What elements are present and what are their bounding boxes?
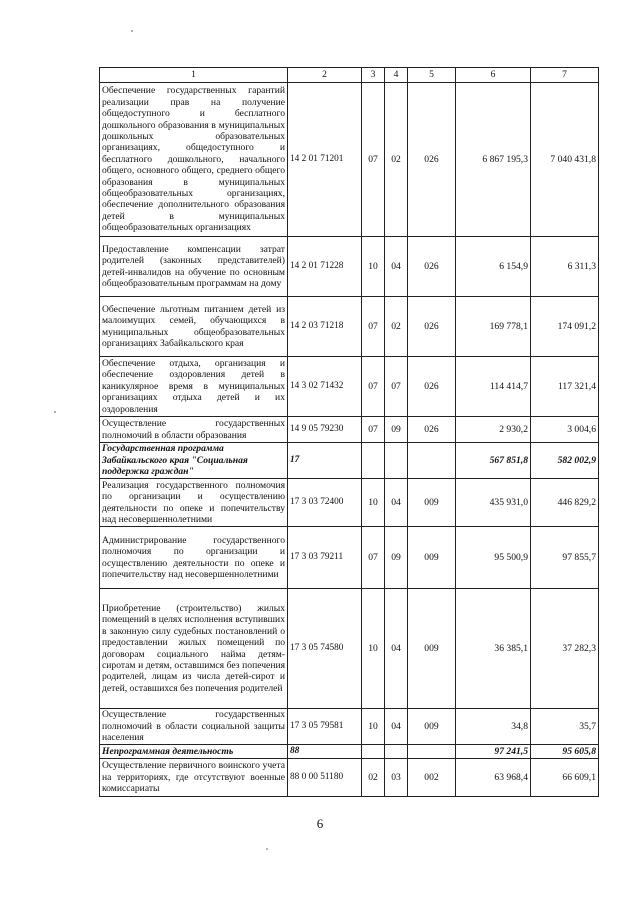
row-amount-1-cell: 34,8 — [456, 709, 531, 745]
row-amount-1-cell: 63 968,4 — [456, 759, 531, 797]
row-expense-type-cell: 026 — [408, 357, 456, 417]
row-subsection-cell: 02 — [385, 297, 408, 357]
row-code-cell: 88 — [288, 745, 362, 759]
row-code-cell: 88 0 00 51180 — [288, 759, 362, 797]
row-section-cell — [362, 443, 385, 479]
table-row — [100, 83, 599, 237]
row-section-cell: 07 — [362, 527, 385, 589]
scan-speck — [131, 30, 133, 32]
table-row — [100, 357, 599, 417]
table-row — [100, 589, 599, 709]
row-expense-type-cell — [408, 443, 456, 479]
row-subsection-cell: 09 — [385, 417, 408, 443]
column-header: 1 — [100, 68, 288, 83]
row-section-cell: 02 — [362, 759, 385, 797]
row-amount-1-cell: 6 867 195,3 — [456, 83, 531, 237]
row-code-cell: 14 2 01 71201 — [288, 83, 362, 237]
table-row — [100, 417, 599, 443]
row-amount-1-cell: 36 385,1 — [456, 589, 531, 709]
table-row — [100, 745, 599, 759]
row-subsection-cell: 04 — [385, 237, 408, 297]
row-amount-2-cell: 35,7 — [531, 709, 599, 745]
row-section-cell: 10 — [362, 237, 385, 297]
row-code-cell: 14 3 02 71432 — [288, 357, 362, 417]
row-subsection-cell: 02 — [385, 83, 408, 237]
page-number: 6 — [316, 816, 324, 831]
table-row — [100, 443, 599, 479]
row-amount-1-cell: 97 241,5 — [456, 745, 531, 759]
row-code-cell: 17 — [288, 443, 362, 479]
row-name-cell: Обеспечение отдыха, организация и обеспечение оздоровления детей в каникулярное время в муниципальных организациях отдыха детей и их оздоровления — [100, 357, 288, 417]
row-amount-1-cell: 567 851,8 — [456, 443, 531, 479]
row-name-cell: Осуществление государственных полномочий в области социальной защиты населения — [100, 709, 288, 745]
column-header: 6 — [456, 68, 531, 83]
row-section-cell — [362, 745, 385, 759]
row-amount-2-cell: 446 829,2 — [531, 479, 599, 527]
row-code-cell: 17 3 05 79581 — [288, 709, 362, 745]
row-expense-type-cell: 009 — [408, 709, 456, 745]
row-section-cell: 07 — [362, 357, 385, 417]
column-header: 5 — [408, 68, 456, 83]
row-expense-type-cell: 009 — [408, 589, 456, 709]
row-amount-2-cell: 37 282,3 — [531, 589, 599, 709]
table-body — [100, 83, 599, 797]
row-section-cell: 10 — [362, 709, 385, 745]
row-code-cell: 17 3 05 74580 — [288, 589, 362, 709]
scan-speck — [54, 411, 56, 413]
column-header: 4 — [385, 68, 408, 83]
row-expense-type-cell: 026 — [408, 417, 456, 443]
column-header: 2 — [288, 68, 362, 83]
row-expense-type-cell: 002 — [408, 759, 456, 797]
row-expense-type-cell — [408, 745, 456, 759]
table-row — [100, 297, 599, 357]
row-subsection-cell: 03 — [385, 759, 408, 797]
row-name-cell: Реализация государственного полномочия по организации и осуществлению деятельности по опеке и попечительству над несовершеннолетними — [100, 479, 288, 527]
row-subsection-cell: 04 — [385, 709, 408, 745]
budget-table — [99, 67, 599, 797]
row-name-cell: Осуществление первичного воинского учета на территориях, где отсутствуют военные комиссариаты — [100, 759, 288, 797]
row-name-cell: Администрирование государственного полномочия по организации и осуществлению деятельности по опеке и попечительству над несовершеннолетними — [100, 527, 288, 589]
table-row — [100, 237, 599, 297]
row-amount-2-cell: 582 002,9 — [531, 443, 599, 479]
row-expense-type-cell: 026 — [408, 237, 456, 297]
row-expense-type-cell: 026 — [408, 83, 456, 237]
row-amount-2-cell: 7 040 431,8 — [531, 83, 599, 237]
row-expense-type-cell: 009 — [408, 527, 456, 589]
row-amount-1-cell: 435 931,0 — [456, 479, 531, 527]
row-amount-1-cell: 6 154,9 — [456, 237, 531, 297]
table-header-row — [100, 68, 599, 83]
row-name-cell: Предоставление компенсации затрат родителей (законных представителей) детей-инвалидов на обучение по основным общеобразовательным программам на дому — [100, 237, 288, 297]
row-subsection-cell: 04 — [385, 589, 408, 709]
row-code-cell: 14 9 05 79230 — [288, 417, 362, 443]
row-name-cell: Обеспечение льготным питанием детей из малоимущих семей, обучающихся в муниципальных общеобразовательных организациях Забайкальского края — [100, 297, 288, 357]
row-amount-2-cell: 3 004,6 — [531, 417, 599, 443]
row-amount-2-cell: 6 311,3 — [531, 237, 599, 297]
row-amount-2-cell: 117 321,4 — [531, 357, 599, 417]
row-amount-2-cell: 66 609,1 — [531, 759, 599, 797]
row-subsection-cell — [385, 443, 408, 479]
row-section-cell: 07 — [362, 83, 385, 237]
row-name-cell: Государственная программа Забайкальского края "Социальная поддержка граждан" — [100, 443, 288, 479]
row-name-cell: Непрограммная деятельность — [100, 745, 288, 759]
row-subsection-cell: 09 — [385, 527, 408, 589]
row-section-cell: 10 — [362, 479, 385, 527]
row-amount-1-cell: 95 500,9 — [456, 527, 531, 589]
table-row — [100, 527, 599, 589]
row-name-cell: Приобретение (строительство) жилых помещений в целях исполнения вступивших в законную силу судебных постановлений о предоставлении жилых помещений по договорам социального найма детям-сиротам и детям, оставшимся без попечения родителей, лицам из числа детей-сирот и детей, оставшихся без попечения родителей — [100, 589, 288, 709]
row-expense-type-cell: 026 — [408, 297, 456, 357]
row-amount-2-cell: 95 605,8 — [531, 745, 599, 759]
row-subsection-cell: 04 — [385, 479, 408, 527]
row-section-cell: 07 — [362, 297, 385, 357]
row-amount-1-cell: 114 414,7 — [456, 357, 531, 417]
scan-speck — [266, 848, 268, 850]
column-header: 3 — [362, 68, 385, 83]
row-amount-2-cell: 97 855,7 — [531, 527, 599, 589]
row-subsection-cell — [385, 745, 408, 759]
row-expense-type-cell: 009 — [408, 479, 456, 527]
table-row — [100, 759, 599, 797]
row-amount-2-cell: 174 091,2 — [531, 297, 599, 357]
table-row — [100, 479, 599, 527]
row-code-cell: 14 2 03 71218 — [288, 297, 362, 357]
row-name-cell: Обеспечение государственных гарантий реализации прав на получение общедоступного и бесплатного дошкольного образования в муниципальных дошкольных образовательных организациях, общедоступного и бесплатного дошкольного, начального общего, основного общего, среднего общего образования в муниципальных общеобразовательных организациях, обеспечение дополнительного образования детей в муниципальных общеобразовательных организациях — [100, 83, 288, 237]
row-code-cell: 17 3 03 72400 — [288, 479, 362, 527]
row-code-cell: 14 2 01 71228 — [288, 237, 362, 297]
row-section-cell: 07 — [362, 417, 385, 443]
row-name-cell: Осуществление государственных полномочий в области образования — [100, 417, 288, 443]
table-row — [100, 709, 599, 745]
row-amount-1-cell: 169 778,1 — [456, 297, 531, 357]
row-section-cell: 10 — [362, 589, 385, 709]
column-header: 7 — [531, 68, 599, 83]
row-subsection-cell: 07 — [385, 357, 408, 417]
row-amount-1-cell: 2 930,2 — [456, 417, 531, 443]
row-code-cell: 17 3 03 79211 — [288, 527, 362, 589]
